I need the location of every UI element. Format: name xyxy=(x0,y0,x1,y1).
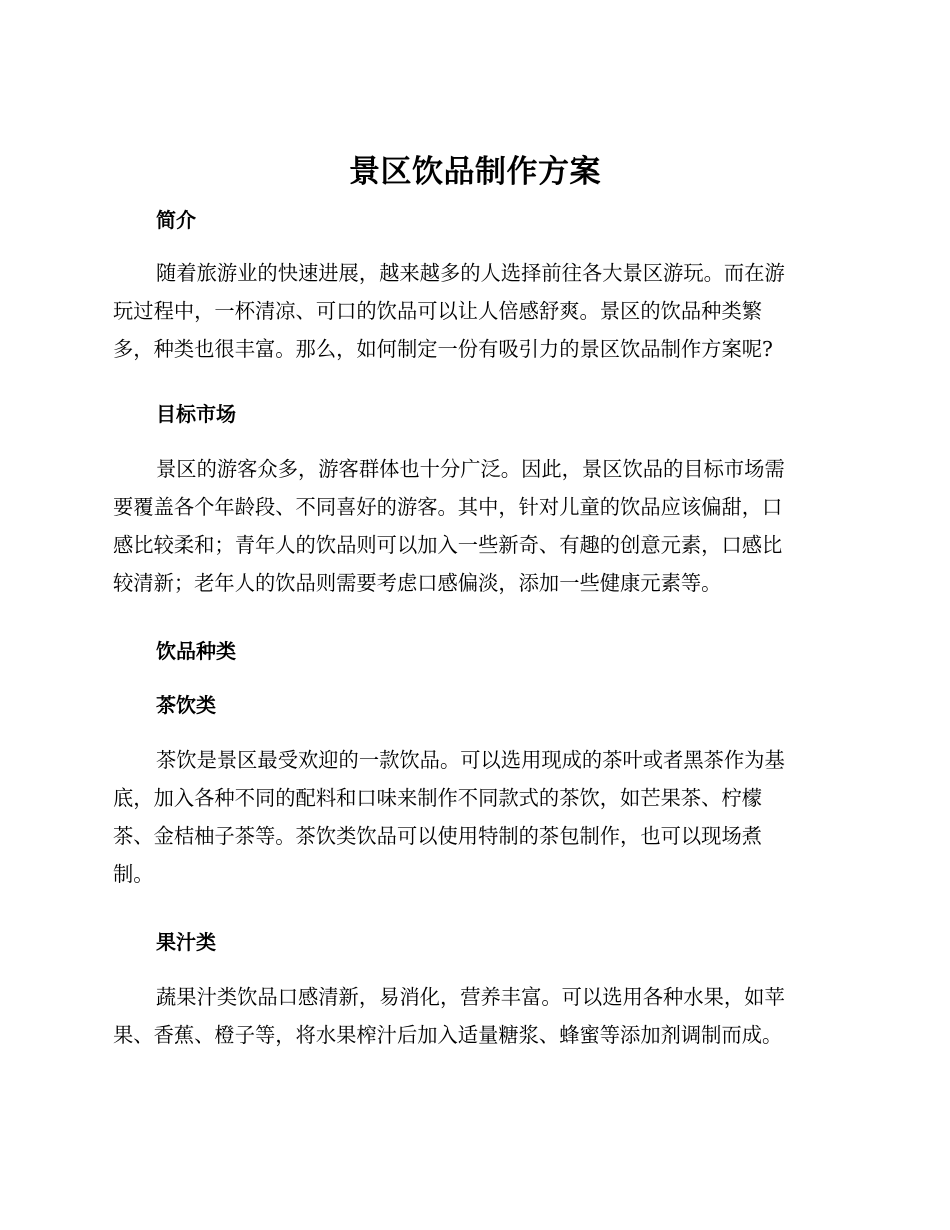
paragraph-line: 底，加入各种不同的配料和口味来制作不同款式的茶饮，如芒果茶、柠檬 xyxy=(113,786,763,810)
paragraph-line: 多，种类也很丰富。那么，如何制定一份有吸引力的景区饮品制作方案呢? xyxy=(113,337,773,361)
paragraph-line: 茶饮是景区最受欢迎的一款饮品。可以选用现成的茶叶或者黑茶作为基 xyxy=(156,748,785,772)
paragraph-line: 景区的游客众多，游客群体也十分广泛。因此，景区饮品的目标市场需 xyxy=(156,457,785,481)
target-market-paragraph xyxy=(113,450,838,602)
juice-paragraph xyxy=(113,978,838,1054)
paragraph-line: 茶、金桔柚子茶等。茶饮类饮品可以使用特制的茶包制作，也可以现场煮 xyxy=(113,824,763,848)
paragraph-line: 要覆盖各个年龄段、不同喜好的游客。其中，针对儿童的饮品应该偏甜，口 xyxy=(113,495,783,519)
paragraph-line: 玩过程中，一杯清凉、可口的饮品可以让人倍感舒爽。景区的饮品种类繁 xyxy=(113,299,763,323)
paragraph-line: 果、香蕉、橙子等，将水果榨汁后加入适量糖浆、蜂蜜等添加剂调制而成。 xyxy=(113,1023,783,1047)
document-title: 景区饮品制作方案 xyxy=(349,154,601,190)
paragraph-line: 随着旅游业的快速进展，越来越多的人选择前往各大景区游玩。而在游 xyxy=(156,261,785,285)
paragraph-line: 蔬果汁类饮品口感清新，易消化，营养丰富。可以选用各种水果，如苹 xyxy=(156,985,785,1009)
paragraph-line: 制。 xyxy=(113,862,154,886)
section-heading-juice: 果汁类 xyxy=(156,930,216,954)
section-heading-tea: 茶饮类 xyxy=(156,693,216,717)
paragraph-line: 感比较柔和；青年人的饮品则可以加入一些新奇、有趣的创意元素，口感比 xyxy=(113,533,783,557)
section-heading-intro: 简介 xyxy=(156,208,196,232)
intro-paragraph xyxy=(113,254,838,368)
paragraph-line: 较清新；老年人的饮品则需要考虑口感偏淡，添加一些健康元素等。 xyxy=(113,571,722,595)
tea-paragraph xyxy=(113,741,838,893)
section-heading-drink-types: 饮品种类 xyxy=(156,639,236,663)
section-heading-target-market: 目标市场 xyxy=(156,402,236,426)
